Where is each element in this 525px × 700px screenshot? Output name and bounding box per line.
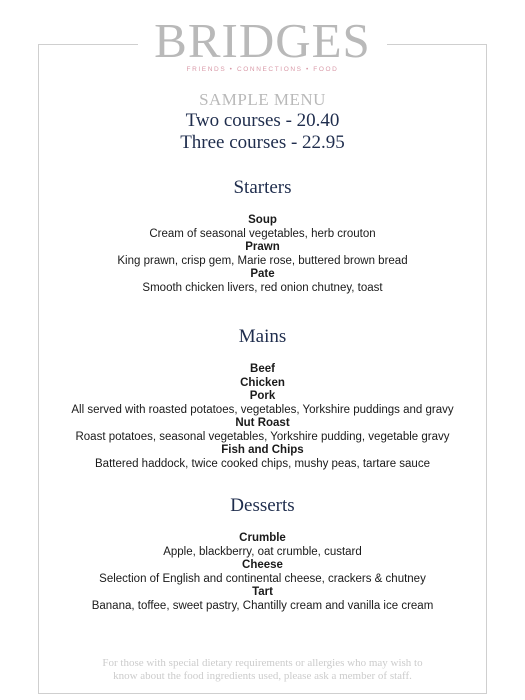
menu-item-description: Apple, blackberry, oat crumble, custard xyxy=(163,545,362,558)
price-three-courses: Three courses - 22.95 xyxy=(180,132,345,153)
menu-item-name: Prawn xyxy=(245,241,280,253)
menu-item-description: Smooth chicken livers, red onion chutney, toast xyxy=(142,281,383,294)
menu-item-description: Selection of English and continental cheese, crackers & chutney xyxy=(99,572,426,585)
allergy-notice xyxy=(0,657,525,683)
menu-item-name: Soup xyxy=(248,214,277,226)
allergy-notice-line-2: know about the food ingredients used, please ask a member of staff. xyxy=(113,670,412,682)
desserts-heading: Desserts xyxy=(230,495,295,516)
menu-item-name: Chicken xyxy=(240,376,285,389)
menu-item-name: Beef xyxy=(250,363,275,375)
logo-tagline: FRIENDS • CONNECTIONS • FOOD xyxy=(186,66,339,73)
starters-list xyxy=(0,214,525,295)
menu-item-description: Banana, toffee, sweet pastry, Chantilly cream and vanilla ice cream xyxy=(91,599,434,612)
menu-item-name: Crumble xyxy=(239,532,286,544)
starters-heading: Starters xyxy=(233,177,292,198)
menu-item-description: Battered haddock, twice cooked chips, mushy peas, tartare sauce xyxy=(95,457,430,470)
menu-item-description: Cream of seasonal vegetables, herb crouton xyxy=(149,227,376,240)
menu-item-name: Pork xyxy=(249,390,276,402)
menu-content xyxy=(0,90,525,613)
menu-item-description: All served with roasted potatoes, vegetables, Yorkshire puddings and gravy xyxy=(71,403,454,416)
mains-list xyxy=(0,363,525,471)
price-two-courses: Two courses - 20.40 xyxy=(185,110,340,131)
menu-item-name: Pate xyxy=(250,268,275,280)
menu-item-name: Nut Roast xyxy=(235,417,290,429)
mains-heading: Mains xyxy=(238,326,287,347)
logo-wordmark: BRIDGES xyxy=(154,13,371,68)
menu-item-name: Fish and Chips xyxy=(221,444,304,456)
logo xyxy=(0,13,525,76)
menu-item-description: Roast potatoes, seasonal vegetables, Yorkshire pudding, vegetable gravy xyxy=(75,430,450,443)
desserts-list xyxy=(0,532,525,613)
menu-item-name: Tart xyxy=(252,586,273,598)
allergy-notice-line-1: For those with special dietary requirements or allergies who may wish to xyxy=(102,657,423,669)
menu-item-description: King prawn, crisp gem, Marie rose, buttered brown bread xyxy=(117,254,408,267)
sample-menu-label: SAMPLE MENU xyxy=(199,90,326,109)
menu-item-name: Cheese xyxy=(242,559,283,571)
